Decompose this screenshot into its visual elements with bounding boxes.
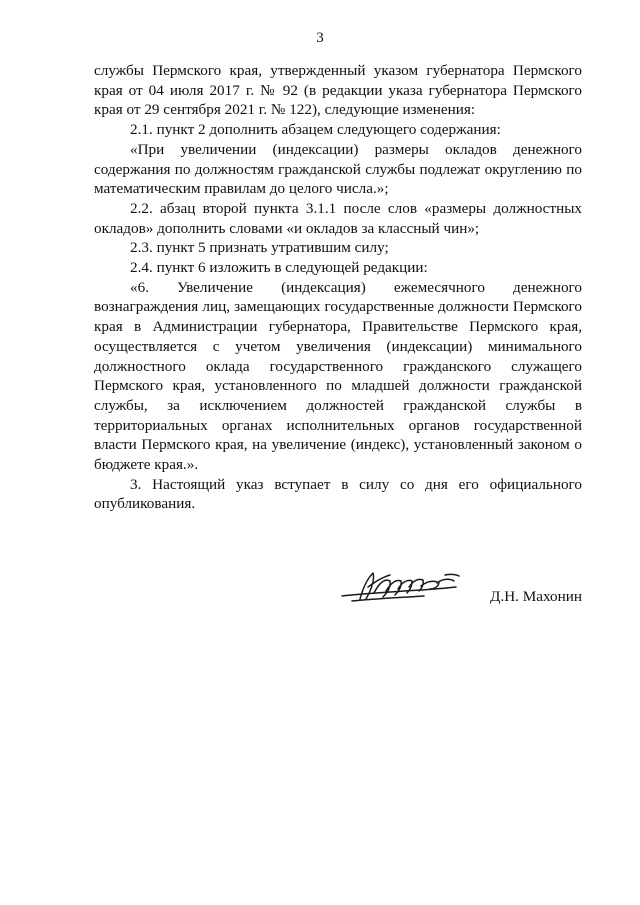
page-number: 3 [316,30,324,46]
paragraph-2-3: 2.3. пункт 5 признать утратившим силу; [130,239,389,257]
paragraph-2-4: 2.4. пункт 6 изложить в следующей редакции: [130,259,428,277]
signer-name: Д.Н. Махонин [490,588,582,605]
paragraph-intro-continuation: службы Пермского края, утвержденный указом губернатора Пермского края от 04 июля 2017 г. № 92 (в редакции указа губернатора Пермского края от 29 сентября 2021 г. № 122), следующие изменения: [94,62,582,119]
document-body [94,61,582,514]
handwritten-signature [338,566,464,608]
paragraph-2-1-quote: «При увеличении (индексации) размеры окладов денежного содержания по должностям гражданской службы подлежат округлению по математическим правилам до целого числа.»; [94,140,582,198]
paragraph-2-4-quote: «6. Увеличение (индексация) ежемесячного денежного вознаграждения лиц, замещающих государственные должности Пермского края в Администрации губернатора, Правительстве Пермского края, осуществляется с учетом увеличения (индексации) минимального должностного оклада государственного гражданского служащего Пермского края, установленного по младшей должности гражданской службы, за исключением должностей гражданской службы в территориальных органах исполнительных органов государственной власти Пермского края, на увеличение (индекс), установленный законом о бюджете края.». [94,278,582,474]
paragraph-2-2: 2.2. абзац второй пункта 3.1.1 после слов «размеры должностных окладов» дополнить словами «и окладов за классный чин»; [94,199,582,237]
paragraph-3: 3. Настоящий указ вступает в силу со дня его официального опубликования. [94,475,582,513]
paragraph-2-1: 2.1. пункт 2 дополнить абзацем следующего содержания: [130,121,501,139]
